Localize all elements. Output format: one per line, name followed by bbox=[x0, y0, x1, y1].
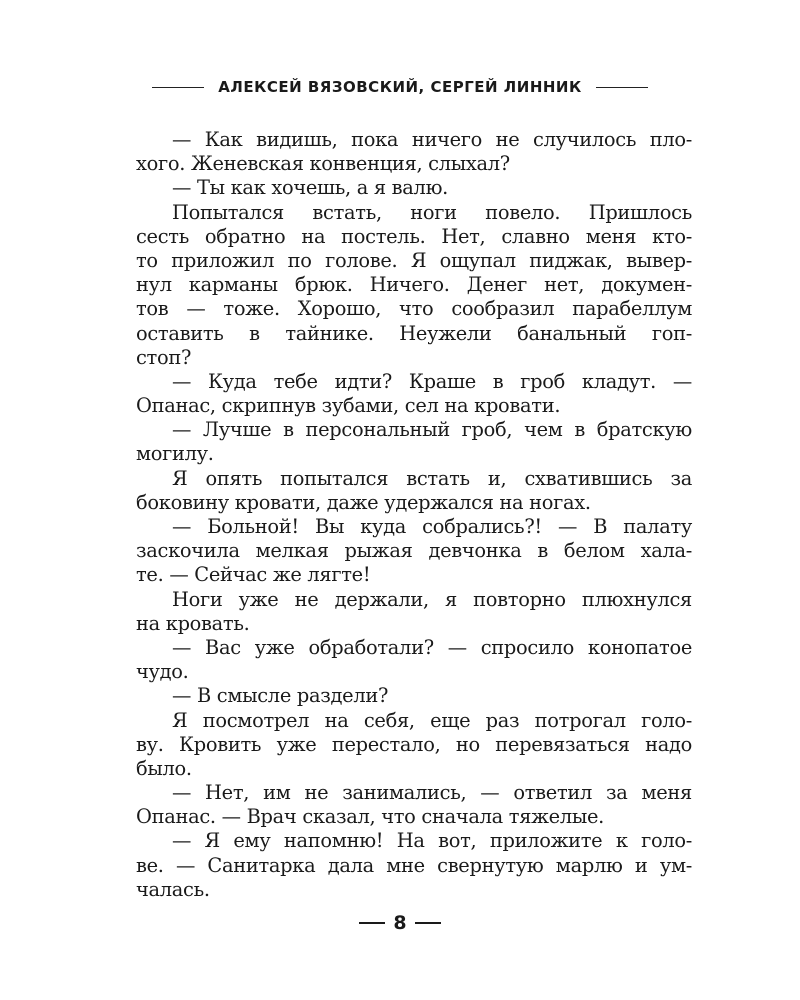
text-line: Попытался встать, ноги повело. Пришлось bbox=[172, 200, 692, 224]
page-number-dash-right bbox=[415, 922, 441, 924]
text-line: стоп? bbox=[136, 345, 192, 369]
text-line: — Куда тебе идти? Краше в гроб кладут. — bbox=[172, 369, 692, 393]
page-header-authors: АЛЕКСЕЙ ВЯЗОВСКИЙ, СЕРГЕЙ ЛИННИК bbox=[218, 78, 582, 96]
text-line: могилу. bbox=[136, 442, 214, 466]
page-footer bbox=[0, 912, 800, 934]
text-line: — Я ему напомню! На вот, приложите к голо- bbox=[172, 829, 692, 853]
text-line: то приложил по голове. Я ощупал пиджак, вывер- bbox=[136, 248, 692, 272]
header-rule-left bbox=[152, 87, 204, 88]
text-line: — Как видишь, пока ничего не случилось пло- bbox=[172, 128, 692, 151]
text-line: было. bbox=[136, 756, 192, 780]
text-line: — В смысле раздели? bbox=[172, 684, 389, 708]
text-line: — Вас уже обработали? — спросило конопатое bbox=[172, 635, 692, 659]
text-line: боковину кровати, даже удержался на ногах. bbox=[136, 490, 591, 514]
text-line: — Ты как хочешь, а я валю. bbox=[172, 176, 449, 200]
text-line: ве. — Санитарка дала мне свернутую марлю и ум- bbox=[136, 853, 692, 877]
text-line: на кровать. bbox=[136, 611, 250, 635]
text-line: — Лучше в персональный гроб, чем в братскую bbox=[172, 418, 692, 442]
text-line: те. — Сейчас же лягте! bbox=[136, 563, 371, 587]
text-line: Опанас. — Врач сказал, что сначала тяжелые. bbox=[136, 805, 605, 829]
text-line: чалась. bbox=[136, 877, 210, 901]
running-head bbox=[0, 78, 800, 96]
text-line: сесть обратно на постель. Нет, славно меня кто- bbox=[136, 224, 692, 248]
text-line: тов — тоже. Хорошо, что сообразил парабеллум bbox=[136, 297, 692, 321]
text-line: Я опять попытался встать и, схватившись за bbox=[172, 466, 692, 490]
header-rule-right bbox=[596, 87, 648, 88]
text-line: заскочила мелкая рыжая девчонка в белом хала- bbox=[136, 539, 692, 563]
text-line: Опанас, скрипнув зубами, сел на кровати. bbox=[136, 394, 561, 418]
text-line: нул карманы брюк. Ничего. Денег нет, докумен- bbox=[136, 273, 692, 297]
page-number: 8 bbox=[393, 912, 407, 934]
page-number-dash-left bbox=[359, 922, 385, 924]
text-line: чудо. bbox=[136, 660, 189, 684]
text-line: хого. Женевская конвенция, слыхал? bbox=[136, 152, 510, 176]
body-text bbox=[136, 128, 692, 902]
text-line: Я посмотрел на себя, еще раз потрогал голо- bbox=[172, 708, 692, 732]
text-line: Ноги уже не держали, я повторно плюхнулся bbox=[172, 587, 692, 611]
text-line: — Больной! Вы куда собрались?! — В палату bbox=[172, 515, 692, 538]
text-line: оставить в тайнике. Неужели банальный гоп- bbox=[136, 321, 692, 345]
text-line: ву. Кровить уже перестало, но перевязаться надо bbox=[136, 732, 692, 756]
text-line: — Нет, им не занимались, — ответил за меня bbox=[172, 781, 692, 805]
